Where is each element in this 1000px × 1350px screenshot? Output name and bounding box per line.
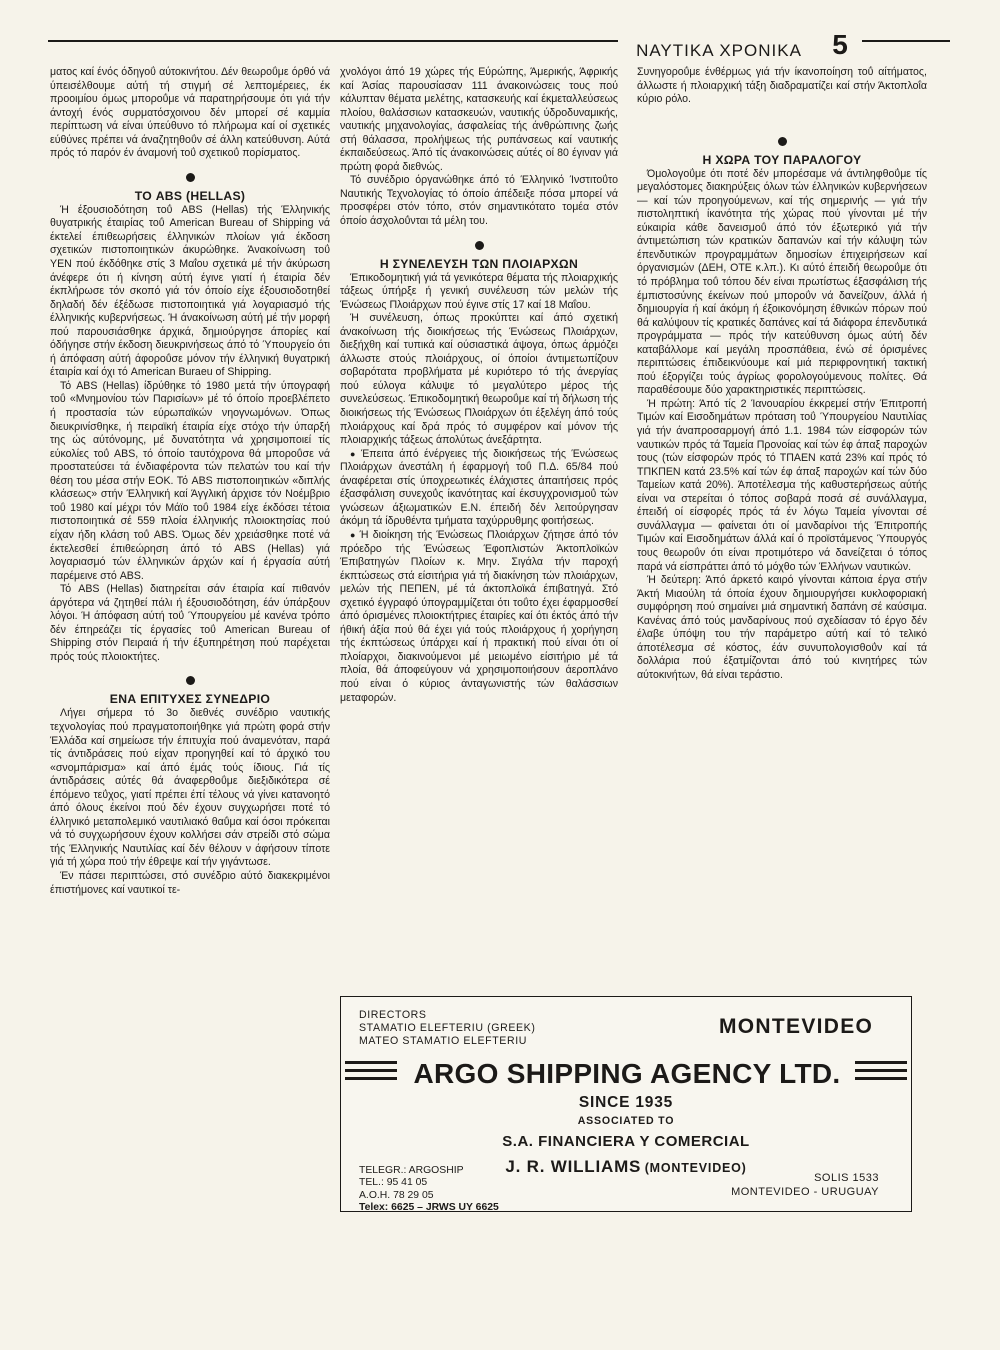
ad-associated-label: ASSOCIATED TO [577, 1115, 675, 1127]
column-3 [637, 66, 927, 682]
ad-telegraph: TELEGR.: ARGOSHIP [359, 1165, 464, 1176]
absurd-paragraph-2: Ή πρώτη: Άπό τίς 2 Ίανουαρίου έκκρεμεί στήν Έπιτροπή Τιμών καί Εισοδημάτων πρόταση τοΰ Ύπουργείου Ναυτιλίας γιά τήν άναπροσαρμογή άπό 1.1. 1984 τών είσφορών τών ναυτικών πρός τά Ταμεία Προνοίας καί τών έφ άπαξ παροχών τους (τών είσφορών πρός τό ΤΠΑΕΝ κατά 23% καί πρός τό ΤΠΚΠΕΝ κατά 23.5% καί τών έφ άπαξ παροχών καί τών δύο Ταμείων κατά 20%). Άποτέλεσμα τής καθυστερήσεως αύτής είναι να στερείται ό τόπος σοβαρά ποσά σέ συνάλλαγμα, έπειδή οί είσφορές πρός τά έν λόγω Ταμεία γίνονται σέ συνάλλαγμα — φαίνεται ότι οί μανδαρίνοι τής Έπιτροπής Τιμών καί Εισοδημάτων άλλά καί ό προϊστάμενος Ύπουργός τους θεωροΰν ότι είναι προτιμότερο νά δανείζεται ό τόπος παρά νά είσπράττει άπό τό μόχθο τών Έλλήνων ναυτικών. [637, 397, 927, 573]
heading-abs-hellas: ΤΟ ABS (HELLAS) [134, 188, 246, 203]
ad-contact-block [359, 1165, 499, 1215]
heading-captains-assembly: Η ΣΥΝΕΛΕΥΣΗ ΤΩΝ ΠΛΟΙΑΡΧΩΝ [379, 256, 579, 271]
bullet-dot-icon: ● [350, 529, 357, 540]
conference-continuation: χνολόγοι άπό 19 χώρες τής Εύρώπης, Άμερικής, Άφρικής καί Άσίας παρουσίασαν 111 άνακοινώσεις τους πού κάλυπταν θέματα μελέτης, κατασκευής καί έκμεταλλεύσεως πλοίου, θαλάσσιων κατασκευών, ναυτικής ύδροδυναμικής, ναυτικής μηχανολογίας, άσφαλείας τής άνθρώπινης ζωής στή θάλασσα, προλήψεως τής ρυπάνσεως καί ναυτικής έκπαιδεύσεως. Άπό τίς άνακοινώσεις αύτές οί 80 έγιναν γιά πρώτη φορά διεθνώς. [340, 66, 618, 173]
masthead-title: ΝΑΥΤΙΚΑ ΧΡΟΝΙΚΑ [636, 41, 802, 60]
captains-paragraph-1: Έπικοδομητική γιά τά γενικότερα θέματα τής πλοιαρχικής τάξεως ύπήρξε ή γενική συνέλευση τών μελών τής Ένώσεως Πλοιάρχων πού έγινε στίς 17 καί 18 Μαΐου. [340, 271, 618, 311]
article-continuation: ματος καί ένός όδηγοΰ αύτοκινήτου. Δέν θεωροΰμε όρθό νά ύπεισέλθουμε αύτή τή στιγμή σέ λεπτομέρειες, έκ προοιμίου όμως μποροΰμε νά παρατηρήσουμε ότι γιά τήν άντοχή ένός συρματόσχοινου δέν μπορεί σέ καμμία περίπτωση νά είναι ύπεύθυνο τό πλήρωμα καί οί σχετικές εύθύνες πρέπει νά άναζητηθοΰν σέ άλλη κατεύθυνση. Αύτά πρός τό παρόν έν άναμονή τοΰ σχετικοΰ πορίσματος. [50, 66, 330, 160]
ad-street: SOLIS 1533 [814, 1172, 879, 1184]
ad-telephone: TEL.: 95 41 05 [359, 1177, 428, 1189]
ad-company-name: ARGO SHIPPING AGENCY LTD. [413, 1058, 841, 1089]
section-bullet-dot [475, 241, 484, 250]
section-bullet-dot [186, 173, 195, 182]
ad-partner-1: S.A. FINANCIERA Y COMERCIAL [502, 1133, 750, 1150]
abs-paragraph-2: Τό ABS (Hellas) ίδρύθηκε τό 1980 μετά τήν ύπογραφή τοΰ «Μνημονίου τών Παρισίων» μέ τό όποίο προεβλέπετο ή προστασία τών εύρωπαϊκών νηογνωμόνων. Όπως διευκρινίσθηκε, ή πειραϊκή έταιρία είχε στόχο τήν ύπαρξή της ώς αύτόνομης, μέ δυνατότητα νά χρησιμοποιεί τίς εύκολίες τοΰ ABS, τό όποίο ταυτόχρονα θά μποροΰσε νά προστατεύσει τά ένδιαφέροντα τών πελατών του καί τήν θέση του μέσα στήν ΕΟΚ. Τό ABS πιστοποιητικών «διπλής κλάσεως» στήν Έλληνική καί Άγγλική άρχισε τόν Νοέμβριο τοΰ 1980 καί μέχρι τόν Μάϊο τοΰ 1984 είχε έκδόσει τέτοια πιστοποιητικά σέ 559 πλοία έλληνικής πλοιοκτησίας πού είχαν ήδη κλάση τοΰ ABS. Όμως δέν χρειάσθηκε ποτέ νά έκτελεσθεί έπιθεώρηση άπό τό ABS (Hellas) γιά λογαριασμό τών έλληνικών άρχών καί ή έργασία αύτή παρέμεινε στό ABS. [50, 379, 330, 582]
argo-shipping-advertisement [340, 996, 912, 1212]
column-1 [50, 66, 330, 897]
ad-partner-2-city: (MONTEVIDEO) [644, 1161, 747, 1175]
absurd-paragraph-3: Ή δεύτερη: Άπό άρκετό καιρό γίνονται κάποια έργα στήν Άκτή Μιαούλη τά όποία έχουν δημιουργήσει κυκλοφοριακή συμφόρηση πού σημαίνει μιά σημαντική δαπάνη σέ καύσιμα. Κανένας άπό τούς μανδαρίνους πού σχεδίασαν τό έργο δέν έλαβε ύπόψη του τήν παράμετρο αύτή καί τό τελικό άποτέλεσμα σέ κόστος, έάν συνυπολογισθοΰν καί τά δολλάρια πού έξατμίζονται άπό τού κινητήρες τών αύτοκινήτων, θά είναι τεράστιο. [637, 574, 927, 681]
heading-land-of-absurd: Η ΧΩΡΑ ΤΟΥ ΠΑΡΑΛΟΓΟΥ [702, 152, 862, 167]
ad-since-year: SINCE 1935 [578, 1094, 674, 1111]
captains-paragraph-2: Ή συνέλευση, όπως προκύπτει καί άπό σχετική άνακοίνωση τής διοικήσεως τής Ένώσεως Πλοιάρχων, διεξήχθη καί τυπικά καί ούσιαστικά άψογα, όπως άρμόζει άλλωστε στούς πλοιάρχους, οί όποίοι άντιμετωπίζουν σοβαρότατα προβλήματα μέ κυριότερο τό τής άνεργίας πού εύλογα κάλυψε τό μεγαλύτερο μέρος τής συνελεύσεως. Έπικοδομητική θεωροΰμε καί τή δήλωση τής διοικήσεως τής Ένώσεως Πλοιάρχων ότι έξελέγη άπό τούς πλοιάρχους καί δρά πρός τό συμφέρον καί μόνον τής πλοιαρχικής τάξεως άπολύτως άνεξάρτητα. [340, 312, 618, 447]
ad-director-2: MATEO STAMATIO ELEFTERIU [359, 1035, 528, 1047]
column-2 [340, 66, 618, 705]
masthead-rule-left [48, 40, 618, 42]
captains-continuation: Συνηγοροΰμε ένθέρμως γιά τήν ίκανοποίηση τοΰ αίτήματος, άλλωστε ή πλοιαρχική τάξη διαδραματίζει καί στήν Άκτοπλοΐα κύριο ρόλο. [637, 66, 927, 106]
conference-paragraph-3: Τό συνέδριο όργανώθηκε άπό τό Έλληνικό Ίνστιτοΰτο Ναυτικής Τεχνολογίας τό όποίο άπέδειξε πόσα μπορεί νά προσφέρει στόν τόπο, στόν σημαντικότατο τομέα στόν όποίο άσχολοΰνται τά μέλη του. [340, 174, 618, 228]
ad-directors-label: DIRECTORS [359, 1009, 427, 1021]
ad-city-heading: MONTEVIDEO [719, 1015, 874, 1038]
heading-successful-conference: ΕΝΑ ΕΠΙΤΥΧΕΣ ΣΥΝΕΔΡΙΟ [109, 692, 271, 707]
ad-aoh-phone: A.O.H. 78 29 05 [359, 1189, 434, 1201]
ad-partner-2-name: J. R. WILLIAMS [505, 1157, 642, 1176]
section-bullet-dot [778, 137, 787, 146]
absurd-paragraph-1: Όμολογοΰμε ότι ποτέ δέν μπορέσαμε νά άντιληφθοΰμε τίς μεγαλόστομες διακηρύξεις όλων τών έλληνικών κυβερνήσεων — καί τών προηγούμενων, καί τής σημερινής — γιά τήν πιστοληπτική ίκανότητα τής χώρας πού γίνονται μέ τήν εύκαιρία κάθε δανεισμοΰ άπό τόν έξωτερικό γιά τήν άντιμετώπιση τών κρατικών δαπανών καί τήν κάλυψη τών έπενδυτικών προγραμμάτων δημοσίων έπιχειρήσεων καί όργανισμών (ΔΕΗ, ΟΤΕ κ.λπ.). Κι αύτό έπειδή θεωροΰμε ότι τό πρόβλημα τοΰ τόπου δέν είναι πρωτίστως έξασφάλιση τής έμπιστοσύνης έκείνων πού μποροΰν νά δανείζουν, άλλά ή δημιουργία ή καί άκόμη ή έξοικονόμηση έθνικών πόρων πού θά καλύψουν τίς κρατικές δαπάνες καί τά διάφορα έπενδυτικά προγράμματα — πρός τήν κατεύθυνση όμως αύτή δέν καταβάλλομε καί μεγάλη προσπάθεια, ένώ σέ όρισμένες περιπτώσεις έπιδεικνύουμε καί μιά περιφρονητική τακτική πού έξοργίζει τούς άγρίως φορολογούμενους πολίτες. Θά παραθέσουμε δύο χαρακτηριστικές περιπτώσεις. [637, 167, 927, 397]
ad-address [711, 1171, 879, 1199]
ad-telex: Telex: 6625 – JRWS UY 6625 [359, 1202, 499, 1214]
conference-paragraph-2: Έν πάσει περιπτώσει, στό συνέδριο αύτό διακεκριμένοι έπιστήμονες καί ναυτικοί τε- [50, 869, 330, 896]
captains-bullet-2-text: Ή διοίκηση τής Ένώσεως Πλοιάρχων ζήτησε άπό τόν πρόεδρο τής Ένώσεως Έφοπλιστών Άκτοπλοϊκών Έπιβατηγών Πλοίων κ. Μην. Σιγάλα τήν παροχή έκπτώσεως στά είσιτήρια γιά τή διακίνηση τών πλοιάρχων, μελών τής ΠΕΠΕΝ, μέ τά άκτοπλοϊκά έπιβατηγά. Στό σχετικό έγγραφό ύπογραμμίζεται ότι τοΰτο έχει έφαρμοσθεί άπό όρισμένες πλοιοκτήτριες έταιρίες καί ότι έκτός άπό τήν ήθική άξία πού θά έχει γιά τούς πλοιάρχους ή χορήγηση τής έκπτώσεως ύπάρχει καί ή πρακτική πού είναι ότι οί πλοίαρχοι, διακινούμενοι μέ μειωμένο είσιτήριο μέ τά πλοία, θά άποφεύγουν νά χρησιμοποιήσουν άεροπλάνο πού είναι ό κύριος άνταγωνιστής τών θαλάσσιων μεταφορών. [340, 528, 618, 704]
ad-city-country: MONTEVIDEO - URUGUAY [731, 1186, 879, 1198]
ad-speed-lines-left [345, 1061, 397, 1088]
section-bullet-dot [186, 676, 195, 685]
captains-bullet-1 [340, 448, 618, 529]
abs-paragraph-3: Τό ABS (Hellas) διατηρείται σάν έταιρία καί πιθανόν άργότερα νά ζητηθεί πάλι ή έξουσιοδότηση, έάν ύπάρξουν λόγοι. Ή άπόφαση αύτή τοΰ Ύπουργείου μέ κανένα τρόπο δέν έπηρεάζει τίς έργασίες τοΰ American Bureau of Shipping στόν Πειραιά ή τήν έξυπηρέτηση πού παρέχεται πρός τούς πλοιοκτήτες. [50, 583, 330, 663]
captains-bullet-1-text: Έπειτα άπό ένέργειες τής διοικήσεως τής Ένώσεως Πλοιάρχων άνεστάλη ή έφαρμογή τοΰ Π.Δ. 65/84 πού άναφέρεται στίς ύποχρεωτικές έλάχιστες άπαιτήσεις πρός έξασφάλιση συνεχοΰς ίκανότητας καί έκσυγχρονισμοΰ τών γνώσεων άξιωματικών Ε.Ν. έπειδή δέν λειτούργησαν άκόμη τά ίδρυθέντα τμήματα ταχύρρυθμης φοιτήσεως. [340, 447, 618, 528]
ad-speed-lines-right [855, 1061, 907, 1088]
ad-director-1: STAMATIO ELEFTERIU (GREEK) [359, 1022, 536, 1034]
abs-paragraph-1: Ή έξουσιοδότηση τοΰ ABS (Hellas) τής Έλληνικής θυγατρικής έταιρίας τοΰ American Bureau of Shipping νά έκτελεί έπιθεωρήσεις έλληνικών πλοίων γιά έκδοση σχετικών πιστοποιητικών άκυρώθηκε. Άνακοίνωση τοΰ ΥΕΝ πού έκδόθηκε στίς 3 Μαΐου σχετικά μέ τήν άκύρωση άνέφερε ότι ή κίνηση αύτή έγινε γιατί ή έταιρία δέν έκπλήρωσε τόν σκοπό γιά τόν όποίο είχε έξουσιοδοτηθεί δηλαδή δέν έξέδωσε πιστοποιητικά γιά λογαριασμό τής έλληνικής κυβερνήσεως. Ή άνακοίνωση αύτή μέ τήν μορφή πού παρουσιάσθηκε άρχικά, δημιούργησε άπορίες καί όδήγησε στήν έκδοση διευκρινήσεως άπό τό Ύπουργείο ότι ή άπόφαση αύτή άφοροΰσε μόνον τήν έλληνική θυγατρική έταιρία καί όχι τό American Buraeu of Shipping. [50, 203, 330, 379]
masthead-rule-right [862, 40, 950, 42]
captains-bullet-2 [340, 529, 618, 705]
bullet-dot-icon: ● [350, 448, 358, 459]
page-number: 5 [832, 29, 848, 60]
conference-paragraph-1: Λήγει σήμερα τό 3ο διεθνές συνέδριο ναυτικής τεχνολογίας πού πραγματοποιήθηκε γιά πρώτη φορά στήν Έλλάδα καί σημείωσε τήν έπιτυχία πού άναμενόταν, παρά τίς άντιδράσεις πού είχαν προηγηθεί καί τό άρχικό του «σνομπάρισμα» καί άπό έμάς τούς ίδιους. Γιά τίς άντιδράσεις αύτές θά άναφερθοΰμε διεξιδικότερα σέ έπόμενο τεΰχος, γιατί πρέπει έπί τέλους νά γίνει κατανοητό άπό όλους έκείνοι πού δέν έχουν συγχωρήσει ποτέ τό έλληνικό μεταπολεμικό ναυτιλιακό θαΰμα καί όσοι πρόκειται νά τό συγχωρήσουν έχουν κολλήσει σάν στρείδι στό σώμα τής Έλληνικής Ναυτιλίας καί δέν θέλουν ν άφήσουν τίποτε γιά τή χώρα πού τήν έθρεψε καί τήν γιγάντωσε. [50, 707, 330, 869]
